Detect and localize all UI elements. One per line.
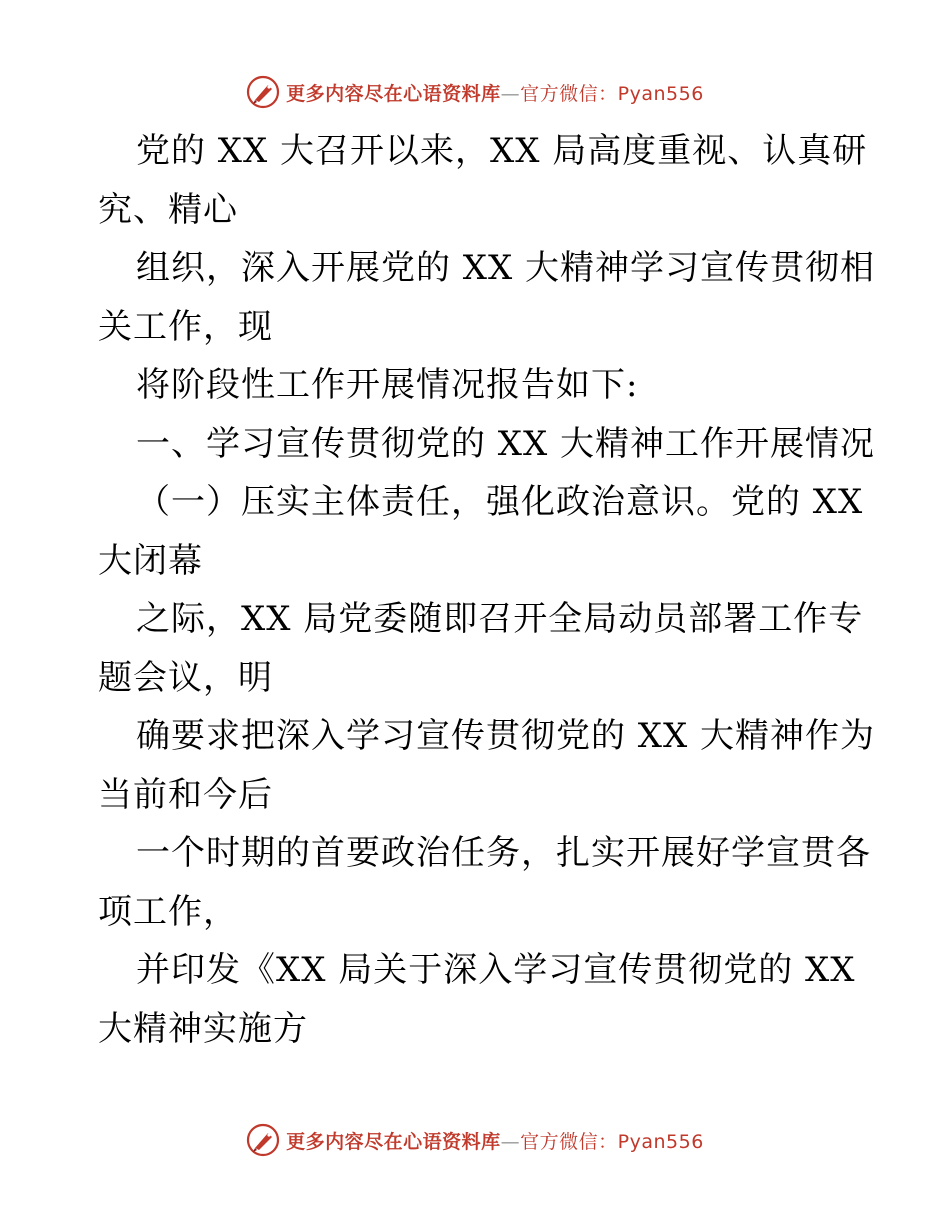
text-line: 确要求把深入学习宣传贯彻党的 XX 大精神作为: [136, 716, 876, 756]
text-line: 关工作，现: [98, 306, 273, 347]
footer-watermark: [0, 1120, 950, 1160]
text-line: 之际，XX 局党委随即召开全局动员部署工作专: [136, 599, 864, 639]
text-line: 题会议，明: [98, 657, 273, 698]
text-line: 究、精心: [98, 189, 238, 230]
pen-nib-logo-icon: [246, 1123, 280, 1157]
pen-nib-logo-icon: [246, 75, 280, 109]
watermark-separator: —: [500, 82, 521, 105]
text-line: 党的 XX 大召开以来，XX 局高度重视、认真研: [136, 131, 868, 171]
text-line: 一个时期的首要政治任务，扎实开展好学宣贯各: [136, 833, 871, 873]
watermark-sub-text: 官方微信：Pyan556: [520, 1130, 704, 1153]
section-heading: 一、学习宣传贯彻党的 XX 大精神工作开展情况: [136, 423, 876, 464]
watermark-text: [286, 1127, 704, 1154]
text-line: （一）压实主体责任，强化政治意识。党的 XX: [136, 482, 864, 522]
watermark-main-text: 更多内容尽在心语资料库: [286, 1130, 501, 1153]
text-line: 并印发《XX 局关于深入学习宣传贯彻党的 XX: [136, 950, 856, 990]
watermark-separator: —: [500, 1130, 521, 1153]
header-watermark: [0, 72, 950, 112]
watermark-sub-text: 官方微信：Pyan556: [520, 82, 704, 105]
text-line: 大精神实施方: [98, 1008, 308, 1049]
document-body: [98, 122, 876, 1058]
text-line: 大闭幕: [98, 540, 203, 581]
text-line: 项工作，: [98, 891, 238, 932]
text-line: 当前和今后: [98, 774, 273, 815]
watermark-text: [286, 79, 704, 106]
watermark-main-text: 更多内容尽在心语资料库: [286, 82, 501, 105]
text-line: 将阶段性工作开展情况报告如下:: [136, 365, 639, 405]
text-line: 组织，深入开展党的 XX 大精神学习宣传贯彻相: [136, 248, 876, 288]
